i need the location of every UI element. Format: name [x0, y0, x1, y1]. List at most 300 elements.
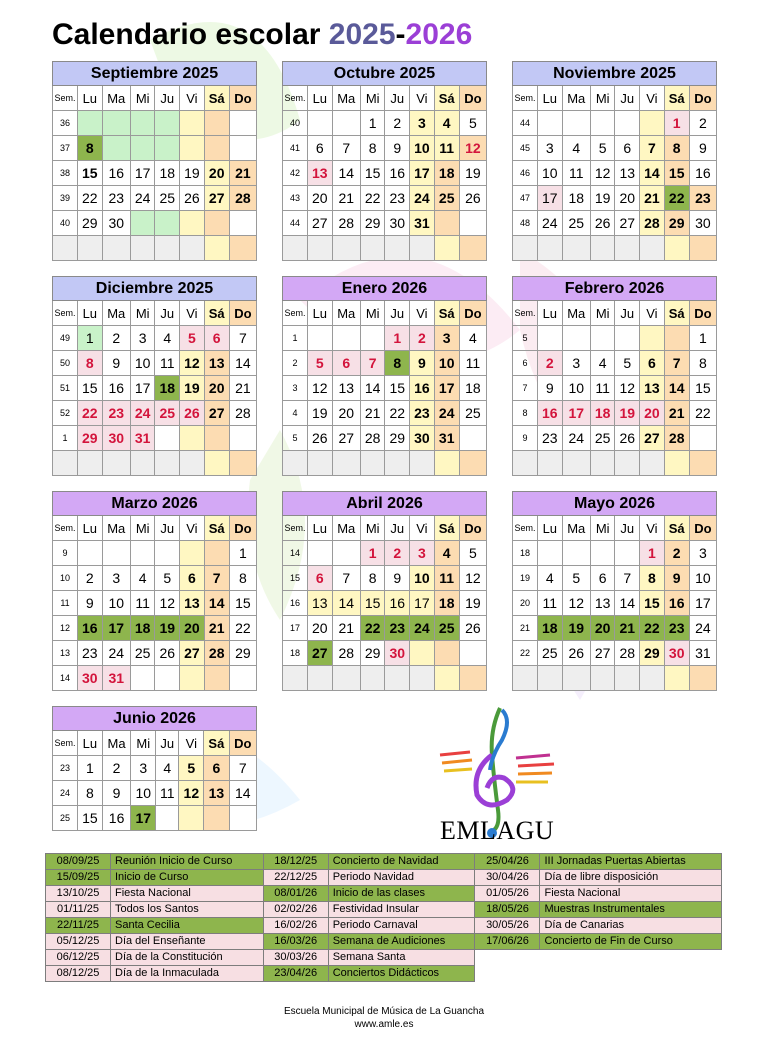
day-cell [590, 541, 615, 566]
day-cell [410, 666, 435, 691]
footer-url: www.amle.es [354, 1019, 414, 1030]
day-cell: 19 [459, 591, 486, 616]
day-cell [179, 806, 204, 831]
day-cell: 6 [590, 566, 615, 591]
day-cell: 12 [155, 591, 180, 616]
day-cell: 9 [78, 591, 103, 616]
day-cell [204, 426, 229, 451]
week-number: 5 [283, 426, 308, 451]
day-cell [102, 136, 130, 161]
day-cell: 30 [689, 211, 716, 236]
day-cell: 11 [562, 161, 590, 186]
weekday-header: Vi [180, 301, 205, 326]
day-cell: 25 [434, 186, 459, 211]
week-number: 52 [53, 401, 78, 426]
week-number-header: Sem. [53, 731, 78, 756]
day-cell [562, 111, 590, 136]
weekday-header: Ma [562, 516, 590, 541]
day-cell: 15 [664, 161, 689, 186]
weekday-header: Ju [615, 86, 640, 111]
event-label: Inicio de Curso [111, 870, 264, 886]
day-cell: 11 [459, 351, 486, 376]
day-cell: 15 [229, 591, 256, 616]
day-cell [155, 426, 180, 451]
day-cell [308, 326, 333, 351]
day-cell: 6 [308, 566, 333, 591]
event-date: 01/05/26 [475, 886, 540, 902]
day-cell: 31 [102, 666, 130, 691]
day-cell: 9 [538, 376, 563, 401]
day-cell: 29 [640, 641, 665, 666]
month-calendar [512, 276, 717, 476]
day-cell: 5 [590, 136, 615, 161]
week-number: 39 [53, 186, 78, 211]
day-cell: 2 [689, 111, 716, 136]
day-cell: 1 [385, 326, 410, 351]
day-cell: 28 [615, 641, 640, 666]
day-cell [385, 451, 410, 476]
day-cell: 1 [664, 111, 689, 136]
day-cell: 20 [204, 161, 229, 186]
week-number-header: Sem. [283, 516, 308, 541]
week-number: 21 [513, 616, 538, 641]
week-number: 1 [283, 326, 308, 351]
day-cell: 3 [410, 541, 435, 566]
month-title: Marzo 2026 [53, 492, 257, 516]
day-cell: 17 [410, 591, 435, 616]
day-cell: 25 [155, 401, 180, 426]
day-cell [308, 111, 333, 136]
day-cell: 8 [360, 566, 385, 591]
day-cell: 21 [229, 376, 256, 401]
day-cell [130, 236, 155, 261]
day-cell [332, 111, 360, 136]
day-cell: 6 [615, 136, 640, 161]
day-cell: 30 [78, 666, 103, 691]
day-cell [562, 236, 590, 261]
day-cell [130, 136, 155, 161]
day-cell: 12 [590, 161, 615, 186]
day-cell: 10 [434, 351, 459, 376]
week-number: 24 [53, 781, 78, 806]
day-cell [229, 806, 256, 831]
weekday-header: Ju [385, 86, 410, 111]
month-calendar [512, 61, 717, 261]
week-number: 3 [283, 376, 308, 401]
day-cell: 28 [664, 426, 689, 451]
week-number: 17 [283, 616, 308, 641]
weekday-header: Do [229, 731, 256, 756]
day-cell: 19 [308, 401, 333, 426]
day-cell [538, 541, 563, 566]
day-cell [78, 451, 103, 476]
week-number: 13 [53, 641, 78, 666]
day-cell [180, 426, 205, 451]
day-cell: 6 [180, 566, 205, 591]
day-cell [640, 236, 665, 261]
day-cell: 13 [615, 161, 640, 186]
day-cell: 31 [410, 211, 435, 236]
week-number: 9 [513, 426, 538, 451]
day-cell: 6 [308, 136, 333, 161]
weekday-header: Lu [78, 731, 103, 756]
day-cell: 18 [459, 376, 486, 401]
month-title: Enero 2026 [283, 277, 487, 301]
week-number [513, 666, 538, 691]
event-date: 18/05/26 [475, 902, 540, 918]
day-cell: 4 [562, 136, 590, 161]
week-number: 42 [283, 161, 308, 186]
day-cell [459, 426, 486, 451]
event-label: Santa Cecilia [111, 918, 264, 934]
weekday-header: Mi [130, 516, 155, 541]
day-cell [155, 236, 180, 261]
day-cell: 16 [689, 161, 716, 186]
week-number: 47 [513, 186, 538, 211]
day-cell [308, 666, 333, 691]
day-cell: 24 [689, 616, 716, 641]
day-cell: 22 [360, 616, 385, 641]
day-cell: 7 [360, 351, 385, 376]
day-cell [615, 236, 640, 261]
day-cell: 13 [590, 591, 615, 616]
day-cell: 1 [640, 541, 665, 566]
day-cell [360, 326, 385, 351]
day-cell: 7 [229, 756, 256, 781]
event-label: Concierto de Fin de Curso [540, 934, 722, 950]
weekday-header: Sá [204, 731, 229, 756]
weekday-header: Ma [562, 86, 590, 111]
day-cell [385, 236, 410, 261]
day-cell [204, 806, 229, 831]
weekday-header: Sá [434, 301, 459, 326]
event-row [46, 902, 722, 918]
day-cell [229, 666, 256, 691]
day-cell: 22 [229, 616, 256, 641]
event-row [46, 886, 722, 902]
day-cell [155, 111, 180, 136]
event-date: 08/09/25 [46, 854, 111, 870]
day-cell: 3 [689, 541, 716, 566]
events-table [45, 853, 722, 982]
week-number: 19 [513, 566, 538, 591]
day-cell: 16 [385, 161, 410, 186]
day-cell [155, 136, 180, 161]
event-label: Día de libre disposición [540, 870, 722, 886]
month-calendar [282, 491, 487, 691]
day-cell: 24 [562, 426, 590, 451]
day-cell: 24 [538, 211, 563, 236]
day-cell: 16 [102, 161, 130, 186]
day-cell: 8 [78, 781, 103, 806]
day-cell: 16 [385, 591, 410, 616]
day-cell: 14 [204, 591, 229, 616]
day-cell [590, 326, 615, 351]
month-title: Diciembre 2025 [53, 277, 257, 301]
day-cell: 9 [385, 136, 410, 161]
week-number: 44 [513, 111, 538, 136]
week-number: 40 [53, 211, 78, 236]
day-cell [459, 236, 486, 261]
day-cell: 25 [538, 641, 563, 666]
day-cell: 15 [385, 376, 410, 401]
day-cell: 1 [360, 541, 385, 566]
day-cell [538, 236, 563, 261]
day-cell: 11 [130, 591, 155, 616]
day-cell: 15 [360, 591, 385, 616]
weekday-header: Ma [102, 301, 130, 326]
day-cell: 20 [590, 616, 615, 641]
weekday-header: Do [459, 516, 486, 541]
day-cell [689, 426, 716, 451]
event-row [46, 966, 722, 982]
day-cell: 30 [410, 426, 435, 451]
weekday-header: Ju [385, 301, 410, 326]
day-cell: 4 [156, 756, 179, 781]
event-date: 30/04/26 [475, 870, 540, 886]
day-cell: 18 [590, 401, 615, 426]
day-cell: 28 [204, 641, 229, 666]
day-cell [538, 326, 563, 351]
week-number: 9 [53, 541, 78, 566]
day-cell: 26 [590, 211, 615, 236]
day-cell [155, 541, 180, 566]
weekday-header: Vi [640, 516, 665, 541]
weekday-header: Lu [308, 301, 333, 326]
day-cell: 29 [664, 211, 689, 236]
day-cell: 1 [229, 541, 256, 566]
day-cell [640, 666, 665, 691]
footer-school: Escuela Municipal de Música de La Guancha [283, 1006, 485, 1017]
week-number: 5 [513, 326, 538, 351]
event-label: Fiesta Nacional [540, 886, 722, 902]
day-cell [434, 451, 459, 476]
day-cell: 29 [78, 426, 103, 451]
day-cell: 26 [155, 641, 180, 666]
day-cell [562, 451, 590, 476]
day-cell: 1 [78, 756, 103, 781]
event-row [46, 870, 722, 886]
day-cell: 24 [102, 641, 130, 666]
day-cell: 13 [640, 376, 665, 401]
day-cell: 22 [385, 401, 410, 426]
day-cell: 5 [459, 541, 486, 566]
weekday-header: Vi [640, 86, 665, 111]
event-date: 16/02/26 [263, 918, 328, 934]
weekday-header: Sá [434, 516, 459, 541]
week-number: 12 [53, 616, 78, 641]
event-date: 01/11/25 [46, 902, 111, 918]
day-cell: 4 [434, 541, 459, 566]
day-cell: 27 [204, 401, 229, 426]
week-number-header: Sem. [53, 86, 78, 111]
day-cell [689, 666, 716, 691]
week-number: 48 [513, 211, 538, 236]
day-cell [664, 666, 689, 691]
page-title: Calendario escolar 2025-2026 [52, 18, 473, 51]
event-date: 13/10/25 [46, 886, 111, 902]
weekday-header: Mi [130, 301, 155, 326]
day-cell [590, 666, 615, 691]
week-number [53, 236, 78, 261]
weekday-header: Sá [664, 516, 689, 541]
event-date: 08/12/25 [46, 966, 111, 982]
day-cell: 6 [640, 351, 665, 376]
day-cell [204, 451, 229, 476]
day-cell [308, 541, 333, 566]
day-cell [155, 666, 180, 691]
day-cell [180, 111, 205, 136]
day-cell: 26 [180, 401, 205, 426]
event-label: Muestras Instrumentales [540, 902, 722, 918]
event-label: Todos los Santos [111, 902, 264, 918]
day-cell [130, 211, 155, 236]
day-cell [308, 236, 333, 261]
day-cell: 14 [229, 351, 256, 376]
weekday-header: Sá [664, 301, 689, 326]
weekday-header: Mi [590, 86, 615, 111]
event-date: 15/09/25 [46, 870, 111, 886]
weekday-header: Ma [102, 516, 130, 541]
day-cell: 16 [102, 806, 131, 831]
weekday-header: Vi [180, 86, 205, 111]
day-cell: 9 [664, 566, 689, 591]
week-number: 10 [53, 566, 78, 591]
weekday-header: Lu [78, 86, 103, 111]
day-cell: 2 [664, 541, 689, 566]
weekday-header: Ju [155, 516, 180, 541]
day-cell: 11 [434, 566, 459, 591]
day-cell: 28 [332, 641, 360, 666]
day-cell [229, 136, 256, 161]
day-cell: 16 [102, 376, 130, 401]
week-number: 8 [513, 401, 538, 426]
month-title: Abril 2026 [283, 492, 487, 516]
week-number-header: Sem. [53, 301, 78, 326]
day-cell: 26 [459, 616, 486, 641]
event-date: 25/04/26 [475, 854, 540, 870]
day-cell: 3 [562, 351, 590, 376]
weekday-header: Mi [130, 86, 155, 111]
week-number: 14 [283, 541, 308, 566]
day-cell: 28 [332, 211, 360, 236]
week-number: 38 [53, 161, 78, 186]
day-cell: 23 [689, 186, 716, 211]
day-cell: 17 [130, 376, 155, 401]
event-row [46, 934, 722, 950]
month-title: Mayo 2026 [513, 492, 717, 516]
day-cell: 28 [229, 401, 256, 426]
day-cell: 8 [640, 566, 665, 591]
day-cell: 9 [689, 136, 716, 161]
week-number: 11 [53, 591, 78, 616]
week-number: 2 [283, 351, 308, 376]
day-cell: 15 [360, 161, 385, 186]
day-cell [360, 666, 385, 691]
day-cell [204, 236, 229, 261]
day-cell: 18 [538, 616, 563, 641]
event-label: Día del Enseñante [111, 934, 264, 950]
weekday-header: Lu [78, 301, 103, 326]
day-cell: 19 [590, 186, 615, 211]
day-cell [130, 541, 155, 566]
weekday-header: Mi [360, 516, 385, 541]
day-cell: 25 [459, 401, 486, 426]
day-cell: 2 [102, 756, 131, 781]
day-cell: 19 [155, 616, 180, 641]
day-cell [332, 541, 360, 566]
week-number: 43 [283, 186, 308, 211]
weekday-header: Do [689, 86, 716, 111]
day-cell: 16 [664, 591, 689, 616]
event-label: Concierto de Navidad [328, 854, 475, 870]
day-cell: 5 [615, 351, 640, 376]
day-cell: 29 [360, 641, 385, 666]
day-cell: 4 [459, 326, 486, 351]
day-cell: 31 [434, 426, 459, 451]
day-cell [615, 541, 640, 566]
day-cell: 8 [385, 351, 410, 376]
weekday-header: Lu [308, 516, 333, 541]
day-cell [615, 666, 640, 691]
event-date: 30/03/26 [263, 950, 328, 966]
month-title: Junio 2026 [53, 707, 257, 731]
day-cell: 20 [180, 616, 205, 641]
day-cell: 1 [689, 326, 716, 351]
day-cell: 2 [78, 566, 103, 591]
week-number [283, 666, 308, 691]
day-cell: 12 [308, 376, 333, 401]
day-cell: 12 [615, 376, 640, 401]
footer [0, 1005, 768, 1031]
day-cell [562, 666, 590, 691]
day-cell: 18 [434, 591, 459, 616]
day-cell [640, 111, 665, 136]
event-label: Inicio de las clases [328, 886, 475, 902]
week-number: 44 [283, 211, 308, 236]
day-cell: 15 [640, 591, 665, 616]
event-label: Periodo Navidad [328, 870, 475, 886]
weekday-header: Ju [615, 301, 640, 326]
week-number-header: Sem. [513, 301, 538, 326]
day-cell [640, 326, 665, 351]
day-cell: 11 [434, 136, 459, 161]
week-number: 15 [283, 566, 308, 591]
day-cell: 9 [102, 781, 131, 806]
weekday-header: Ma [332, 301, 360, 326]
day-cell [332, 666, 360, 691]
day-cell: 17 [410, 161, 435, 186]
day-cell [332, 236, 360, 261]
day-cell: 5 [179, 756, 204, 781]
day-cell: 11 [156, 781, 179, 806]
day-cell [204, 541, 229, 566]
weekday-header: Ma [102, 86, 130, 111]
day-cell: 27 [640, 426, 665, 451]
day-cell [434, 236, 459, 261]
month-title: Febrero 2026 [513, 277, 717, 301]
day-cell: 25 [155, 186, 180, 211]
day-cell: 17 [131, 806, 156, 831]
day-cell: 7 [615, 566, 640, 591]
event-date: 22/11/25 [46, 918, 111, 934]
month-title: Septiembre 2025 [53, 62, 257, 86]
day-cell: 27 [308, 211, 333, 236]
week-number: 6 [513, 351, 538, 376]
day-cell [102, 111, 130, 136]
day-cell: 17 [102, 616, 130, 641]
day-cell: 29 [360, 211, 385, 236]
